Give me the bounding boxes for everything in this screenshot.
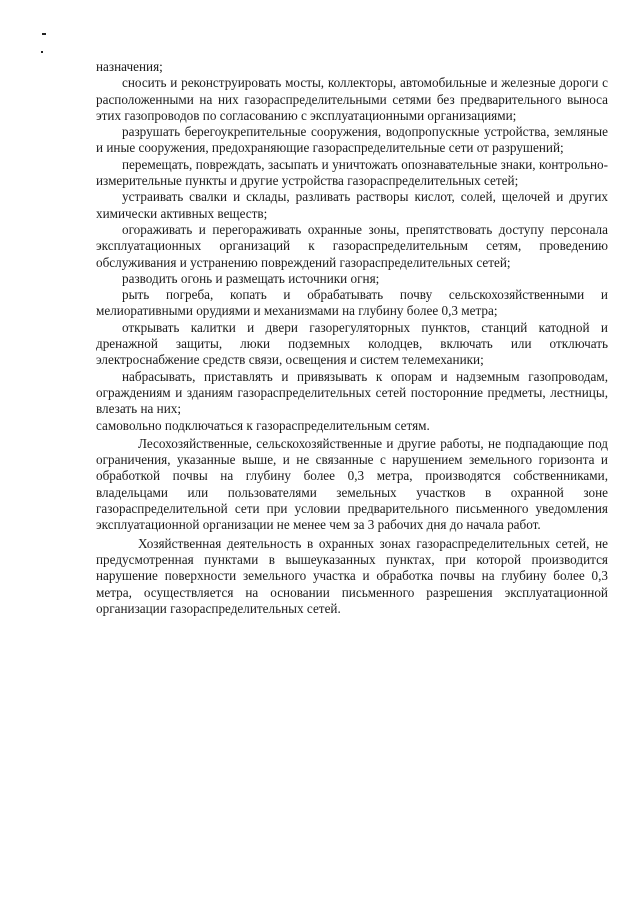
paragraph: разрушать берегоукрепительные сооружения, водопропускные устройства, земляные и иные сооружения, предохраняющие газораспределительные сети от разрушений;: [96, 124, 608, 156]
paragraph: сносить и реконструировать мосты, коллекторы, автомобильные и железные дороги с расположенными на них газораспределительными сетями без предварительного выноса этих газопроводов по согласованию с эксплуатационными организациями;: [96, 75, 608, 123]
paragraph: рыть погреба, копать и обрабатывать почву сельскохозяйственными и мелиоративными орудиями и механизмами на глубину более 0,3 метра;: [96, 287, 608, 319]
scan-mark: [42, 33, 46, 35]
paragraph: назначения;: [96, 59, 163, 74]
paragraph: огораживать и перегораживать охранные зоны, препятствовать доступу персонала эксплуатационных организаций к газораспределительным сетям, проведению обслуживания и устранению повреждений газораспределительных сетей;: [96, 221, 608, 270]
document-body: [96, 59, 608, 617]
paragraph: самовольно подключаться к газораспределительным сетям.: [96, 417, 430, 433]
paragraph: перемещать, повреждать, засыпать и уничтожать опознавательные знаки, контрольно-измерительные пункты и другие устройства газораспределительных сетей;: [96, 156, 608, 189]
scan-mark: [41, 51, 43, 53]
paragraph: Хозяйственная деятельность в охранных зонах газораспределительных сетей, не предусмотренная пунктами в вышеуказанных пунктах, при которой производится нарушение поверхности земельного участка и обработка почвы на глубину более 0,3 метра, осуществляется на основании письменного разрешения эксплуатационной организации газораспределительных сетей.: [96, 535, 608, 616]
paragraph: разводить огонь и размещать источники огня;: [122, 270, 380, 286]
paragraph: набрасывать, приставлять и привязывать к опорам и надземным газопроводам, ограждениям и зданиям газораспределительных сетей посторонние предметы, лестницы, влезать на них;: [96, 368, 608, 417]
paragraph: устраивать свалки и склады, разливать растворы кислот, солей, щелочей и других химически активных веществ;: [96, 189, 608, 221]
paragraph: Лесохозяйственные, сельскохозяйственные и другие работы, не подпадающие под ограничения, указанные выше, и не связанные с нарушением земельного горизонта и обработкой почвы на глубину более 0,3 метра, производятся собственниками, владельцами или пользователями земельных участков в охранной зоне газораспределительной сети при условии предварительного письменного уведомления эксплуатационной организации не менее чем за 3 рабочих дня до начала работ.: [96, 435, 608, 533]
paragraph: открывать калитки и двери газорегуляторных пунктов, станций катодной и дренажной защиты, люки подземных колодцев, включать или отключать электроснабжение средств связи, освещения и систем телемеханики;: [96, 319, 608, 368]
